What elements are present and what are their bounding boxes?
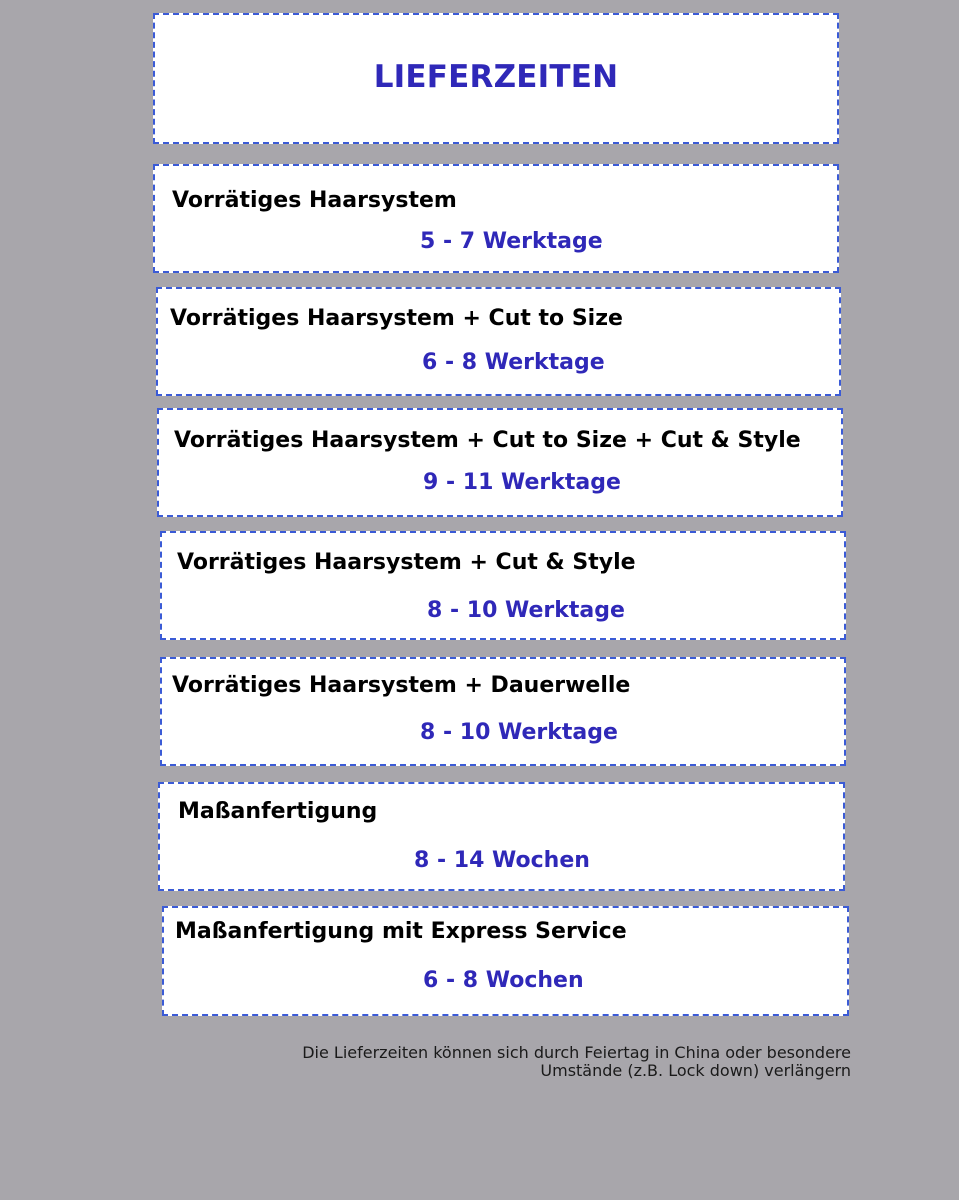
footnote xyxy=(302,1044,851,1080)
item-label: Vorrätiges Haarsystem + Dauerwelle xyxy=(172,673,631,698)
item-label: Vorrätiges Haarsystem xyxy=(172,188,457,213)
list-item xyxy=(162,906,849,1016)
item-label: Vorrätiges Haarsystem + Cut to Size + Cut & Style xyxy=(174,428,801,453)
list-item xyxy=(160,531,846,640)
item-value: 8 - 10 Werktage xyxy=(427,598,625,623)
list-item xyxy=(160,657,846,766)
title-box xyxy=(153,13,839,144)
page-title: LIEFERZEITEN xyxy=(373,59,619,95)
item-label: Maßanfertigung mit Express Service xyxy=(175,919,627,944)
footnote-line-1: Die Lieferzeiten können sich durch Feiertag in China oder besondere xyxy=(302,1043,851,1062)
list-item xyxy=(153,164,839,273)
item-value: 6 - 8 Werktage xyxy=(422,350,605,375)
item-value: 8 - 10 Werktage xyxy=(420,720,618,745)
list-item xyxy=(157,408,843,517)
item-value: 9 - 11 Werktage xyxy=(423,470,621,495)
list-item xyxy=(156,287,841,396)
item-label: Vorrätiges Haarsystem + Cut & Style xyxy=(177,550,636,575)
footnote-line-2: Umstände (z.B. Lock down) verlängern xyxy=(540,1061,851,1080)
item-label: Vorrätiges Haarsystem + Cut to Size xyxy=(170,306,623,331)
item-label: Maßanfertigung xyxy=(178,799,378,824)
item-value: 6 - 8 Wochen xyxy=(423,968,584,993)
list-item xyxy=(158,782,845,891)
item-value: 8 - 14 Wochen xyxy=(414,848,590,873)
item-value: 5 - 7 Werktage xyxy=(420,229,603,254)
